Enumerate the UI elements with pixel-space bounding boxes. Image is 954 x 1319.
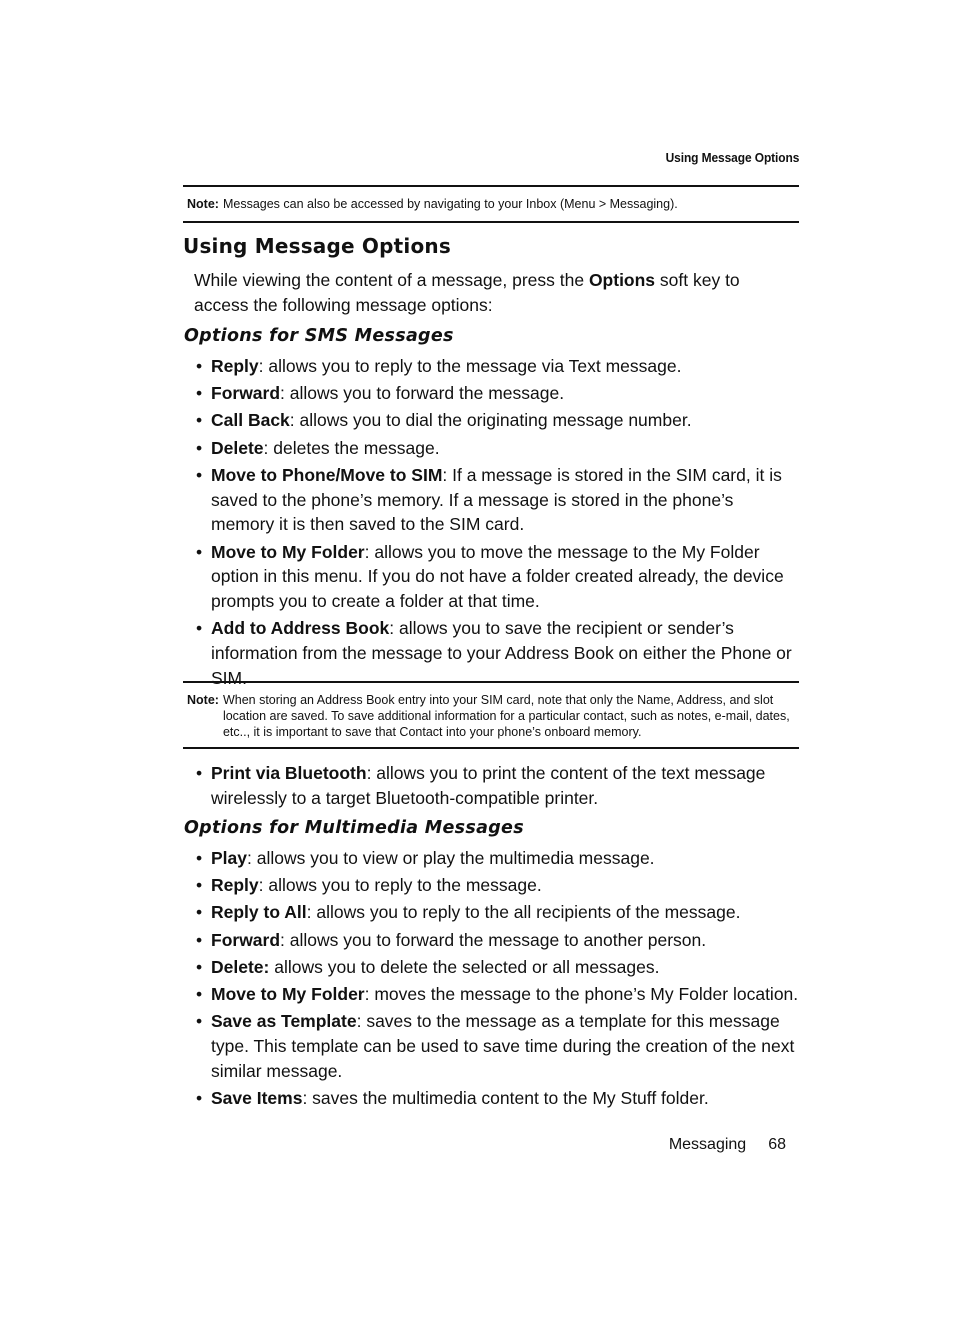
option-description: : allows you to reply to the message. bbox=[258, 875, 542, 896]
intro-paragraph bbox=[194, 268, 794, 317]
list-item bbox=[196, 1009, 799, 1083]
intro-text-end: soft key to access the following message options: bbox=[194, 270, 740, 315]
running-header: Using Message Options bbox=[665, 150, 799, 165]
sms-options-heading: Options for SMS Messages bbox=[184, 326, 454, 346]
list-item bbox=[196, 982, 799, 1007]
option-term: Save as Template bbox=[211, 1011, 357, 1032]
bullet-icon: • bbox=[196, 464, 203, 485]
list-item bbox=[196, 616, 799, 690]
option-term: Print via Bluetooth bbox=[211, 763, 367, 783]
bullet-icon: • bbox=[196, 437, 203, 458]
option-term: Move to My Folder bbox=[211, 541, 365, 562]
list-item bbox=[196, 540, 799, 614]
note-text: When storing an Address Book entry into your SIM card, note that only the Name, Address, and slot location are saved. To save additional information for a particular contact, such as notes, e-mail, dates, etc.., it is important to save that Contact into your phone’s onboard memory. bbox=[222, 693, 790, 739]
mms-options-list bbox=[196, 846, 799, 1113]
option-term: Delete: bbox=[211, 956, 270, 977]
list-item bbox=[196, 955, 799, 980]
option-term: Play bbox=[211, 848, 247, 868]
option-description: : allows you to dial the originating message number. bbox=[289, 410, 692, 431]
list-item bbox=[196, 928, 799, 953]
note-label: Note: bbox=[187, 693, 219, 707]
bullet-icon: • bbox=[196, 410, 203, 431]
bullet-icon: • bbox=[196, 929, 203, 950]
option-term: Forward bbox=[211, 383, 281, 404]
list-item bbox=[196, 900, 799, 925]
note-box-sim-storage bbox=[183, 681, 799, 749]
option-description: : saves the multimedia content to the My Stuff folder. bbox=[302, 1087, 709, 1108]
note-label: Note: bbox=[187, 197, 219, 211]
option-description: : allows you to reply to the message via Text message. bbox=[258, 356, 682, 376]
list-item bbox=[196, 846, 799, 871]
page-footer bbox=[669, 1136, 786, 1154]
bullet-icon: • bbox=[196, 956, 203, 977]
options-softkey-term: Options bbox=[588, 270, 656, 290]
option-term: Add to Address Book bbox=[211, 618, 390, 639]
list-item bbox=[196, 1086, 799, 1111]
option-description: : allows you to view or play the multimedia message. bbox=[247, 848, 655, 868]
list-item bbox=[196, 408, 799, 433]
option-term: Move to Phone/Move to SIM bbox=[211, 464, 443, 485]
bullet-icon: • bbox=[196, 1087, 203, 1108]
mms-options-heading: Options for Multimedia Messages bbox=[184, 818, 524, 838]
list-item bbox=[196, 354, 799, 379]
bullet-icon: • bbox=[196, 383, 203, 404]
option-description: : allows you to save the recipient or sender’s information from the message to your Address Book on either the Phone or SIM. bbox=[211, 618, 792, 688]
bullet-icon: • bbox=[196, 541, 203, 562]
option-term: Reply bbox=[211, 356, 259, 376]
option-term: Reply to All bbox=[211, 902, 307, 923]
option-term: Move to My Folder bbox=[211, 983, 365, 1004]
option-description: : allows you to print the content of the text message wirelessly to a target Bluetooth-compatible printer. bbox=[211, 763, 766, 808]
footer-section: Messaging bbox=[668, 1136, 747, 1153]
option-term: Call Back bbox=[211, 410, 290, 431]
sms-options-list-continued bbox=[196, 761, 799, 813]
bullet-icon: • bbox=[196, 618, 203, 639]
bullet-icon: • bbox=[196, 902, 203, 923]
option-term: Forward bbox=[211, 929, 281, 950]
list-item bbox=[196, 761, 799, 811]
option-description: : allows you to move the message to the My Folder option in this menu. If you do not have a folder created already, the device prompts you to create a folder at that time. bbox=[211, 541, 784, 612]
list-item bbox=[196, 436, 799, 461]
option-description: : allows you to forward the message. bbox=[280, 383, 565, 404]
option-term: Delete bbox=[211, 437, 264, 458]
option-description: allows you to delete the selected or all messages. bbox=[269, 956, 660, 977]
option-description: : deletes the message. bbox=[263, 437, 440, 458]
option-description: : allows you to forward the message to another person. bbox=[280, 929, 707, 950]
bullet-icon: • bbox=[196, 356, 203, 376]
option-term: Save Items bbox=[211, 1087, 303, 1108]
list-item bbox=[196, 463, 799, 537]
option-term: Reply bbox=[211, 875, 259, 896]
note-text: Messages can also be accessed by navigating to your Inbox (Menu > Messaging). bbox=[222, 197, 678, 211]
list-item bbox=[196, 873, 799, 898]
note-box-inbox bbox=[183, 185, 799, 223]
bullet-icon: • bbox=[196, 983, 203, 1004]
option-description: : saves to the message as a template for this message type. This template can be used to save time during the creation of the next similar message. bbox=[211, 1011, 795, 1081]
list-item bbox=[196, 381, 799, 406]
section-title: Using Message Options bbox=[183, 234, 451, 258]
bullet-icon: • bbox=[196, 875, 203, 896]
option-description: : If a message is stored in the SIM card, it is saved to the phone’s memory. If a message is stored in the phone’s memory it is then saved to the SIM card. bbox=[211, 464, 782, 535]
bullet-icon: • bbox=[196, 1011, 203, 1032]
page-number: 68 bbox=[768, 1136, 786, 1153]
option-description: : allows you to reply to the all recipients of the message. bbox=[306, 902, 741, 923]
option-description: : moves the message to the phone’s My Folder location. bbox=[364, 983, 799, 1004]
bullet-icon: • bbox=[196, 763, 203, 783]
sms-options-list bbox=[196, 354, 799, 693]
intro-text-start: While viewing the content of a message, press the bbox=[194, 270, 589, 290]
bullet-icon: • bbox=[196, 848, 203, 868]
